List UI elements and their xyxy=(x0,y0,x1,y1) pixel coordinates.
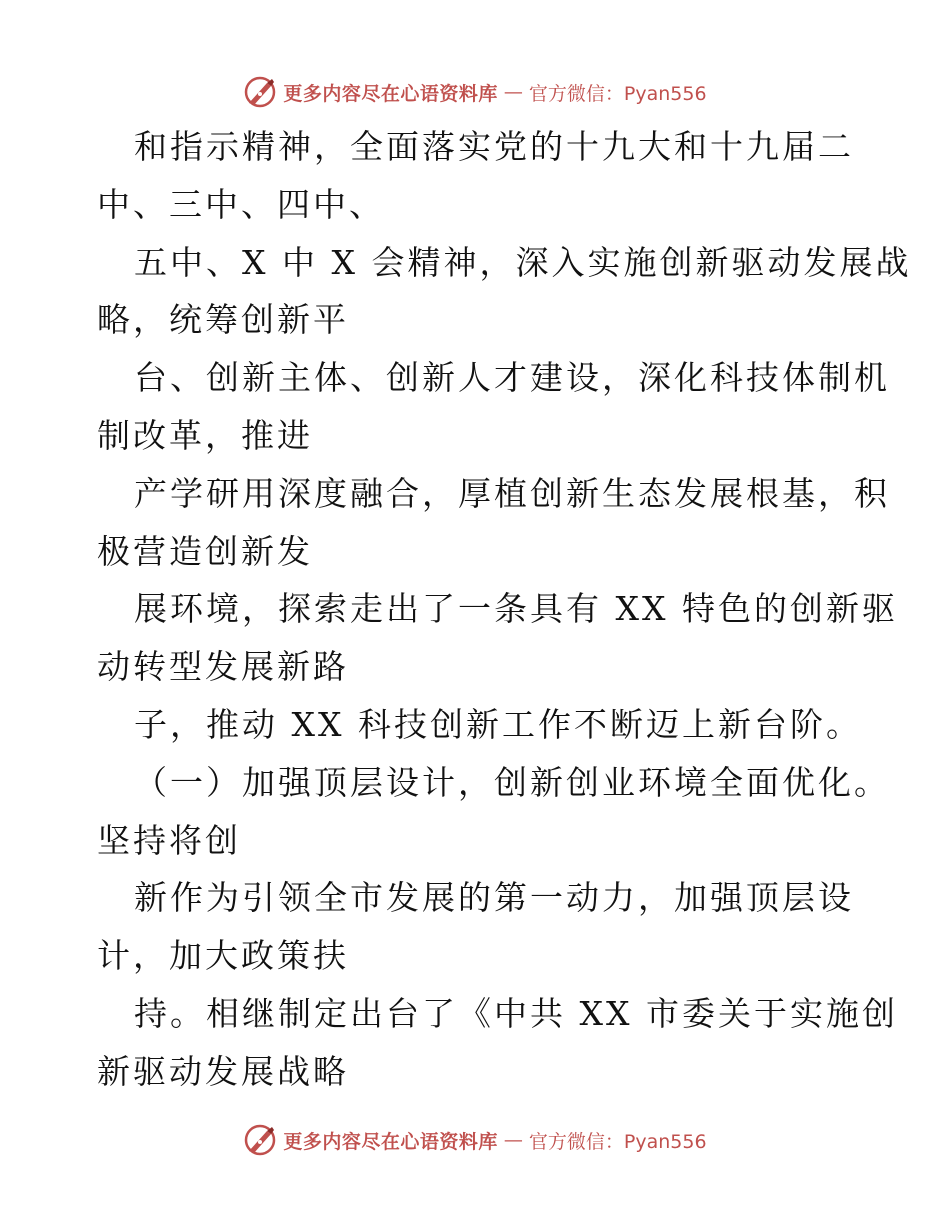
banner-main-text: 更多内容尽在心语资料库 xyxy=(283,82,498,105)
section-heading-line: （一）加强顶层设计，创新创业环境全面优化。 xyxy=(134,762,890,802)
banner-main-text: 更多内容尽在心语资料库 xyxy=(283,1130,498,1153)
body-line: 略，统筹创新平 xyxy=(97,300,349,340)
body-line: 极营造创新发 xyxy=(97,531,313,571)
body-line: 制改革，推进 xyxy=(97,415,313,455)
banner-separator: — xyxy=(503,1129,523,1151)
banner-wechat-text: 官方微信：Pyan556 xyxy=(528,82,707,105)
banner-wechat-text: 官方微信：Pyan556 xyxy=(528,1130,707,1153)
pen-logo-icon xyxy=(243,75,277,109)
body-line: 坚持将创 xyxy=(97,820,241,860)
body-line: 持。相继制定出台了《中共 XX 市委关于实施创 xyxy=(134,993,898,1033)
document-body xyxy=(97,118,912,1101)
body-line: 和指示精神，全面落实党的十九大和十九届二 xyxy=(134,127,854,166)
body-line: 新驱动发展战略 xyxy=(97,1051,349,1091)
header-banner xyxy=(0,72,950,112)
body-line: 展环境，探索走出了一条具有 XX 特色的创新驱 xyxy=(134,589,898,629)
body-line: 五中、X 中 X 会精神，深入实施创新驱动发展战 xyxy=(134,242,912,282)
body-line: 台、创新主体、创新人才建设，深化科技体制机 xyxy=(134,358,890,398)
body-line: 产学研用深度融合，厚植创新生态发展根基，积 xyxy=(134,473,890,513)
banner-separator: — xyxy=(503,81,523,103)
body-line: 计，加大政策扶 xyxy=(97,936,349,976)
pen-logo-icon xyxy=(243,1123,277,1157)
body-line: 中、三中、四中、 xyxy=(97,184,385,224)
body-line: 动转型发展新路 xyxy=(97,647,349,687)
body-line: 子，推动 XX 科技创新工作不断迈上新台阶。 xyxy=(134,704,862,744)
footer-banner xyxy=(0,1120,950,1160)
body-line: 新作为引领全市发展的第一动力，加强顶层设 xyxy=(134,878,854,918)
